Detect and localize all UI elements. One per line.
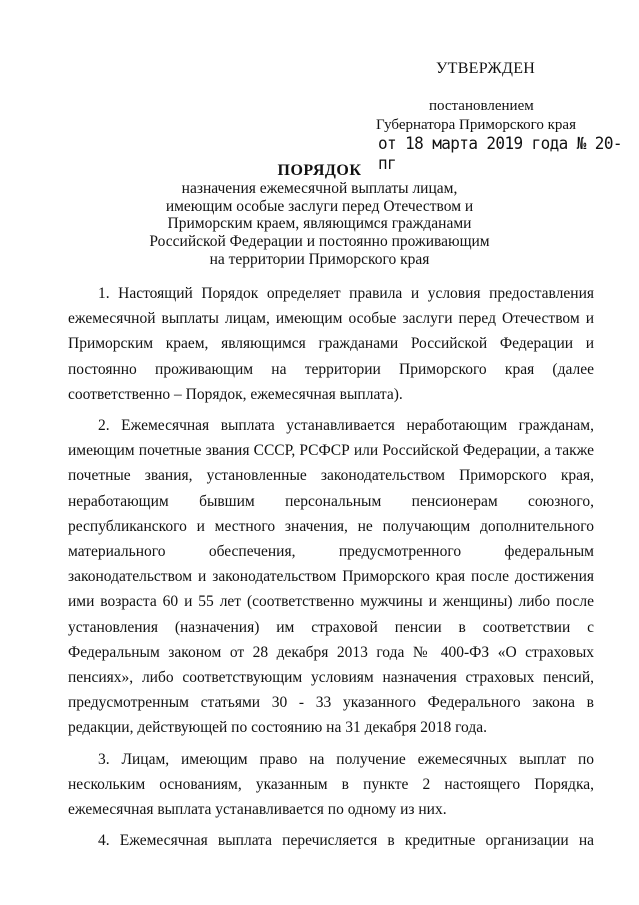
approval-decree: постановлением — [429, 98, 534, 114]
order-subtitle-line: Российской Федерации и постоянно проживающим — [149, 233, 490, 251]
order-subtitle-line: назначения ежемесячной выплаты лицам, — [181, 179, 458, 197]
order-heading — [0, 162, 639, 269]
approval-date-stamp: от 18 марта 2019 года № 20-пг — [378, 133, 622, 173]
paragraph-2: 2. Ежемесячная выплата устанавливается неработающим гражданам, имеющим почетные звания СССР, РСФСР или Российской Федерации, а также почетные звания, установленные законодательством Приморского края, неработающим бывшим персональным пенсионерам союзного, республиканского и местного значения, не получающим дополнительного материального обеспечения, предусмотренного федеральным законодательством и законодательством Приморского края после достижения ими возраста 60 и 55 лет (соответственно мужчины и женщины) либо после установления (назначения) им страховой пенсии в соответствии с Федеральным законом от 28 декабря 2013 года № 400-ФЗ «О страховых пенсиях», либо соответствующим условиям назначения страховых пенсий, предусмотренным статьями 30 - 33 указанного Федерального закона в редакции, действующей по состоянию на 31 декабря 2018 года. — [68, 417, 594, 737]
approval-status: УТВЕРЖДЕН — [436, 60, 536, 77]
order-subtitle-line: имеющим особые заслуги перед Отечеством и — [165, 197, 474, 215]
order-title: ПОРЯДОК — [277, 162, 362, 179]
document-body — [68, 281, 594, 853]
paragraph-1: 1. Настоящий Порядок определяет правила и условия предоставления ежемесячной выплаты лицам, имеющим особые заслуги перед Отечеством и Приморским краем, являющимся гражданами Российской Федерации и постоянно проживающим на территории Приморского края (далее соответственно – Порядок, ежемесячная выплата). — [68, 285, 594, 403]
paragraph-4: 4. Ежемесячная выплата перечисляется в кредитные организации на — [98, 832, 594, 850]
order-subtitle-line: на территории Приморского края — [209, 250, 430, 268]
approval-issuer: Губернатора Приморского края — [376, 117, 576, 133]
order-subtitle-line: Приморским краем, являющимся гражданами — [167, 215, 472, 233]
paragraph-3: 3. Лицам, имеющим право на получение ежемесячных выплат по нескольким основаниям, указанным в пункте 2 настоящего Порядка, ежемесячная выплата устанавливается по одному из них. — [68, 750, 594, 819]
